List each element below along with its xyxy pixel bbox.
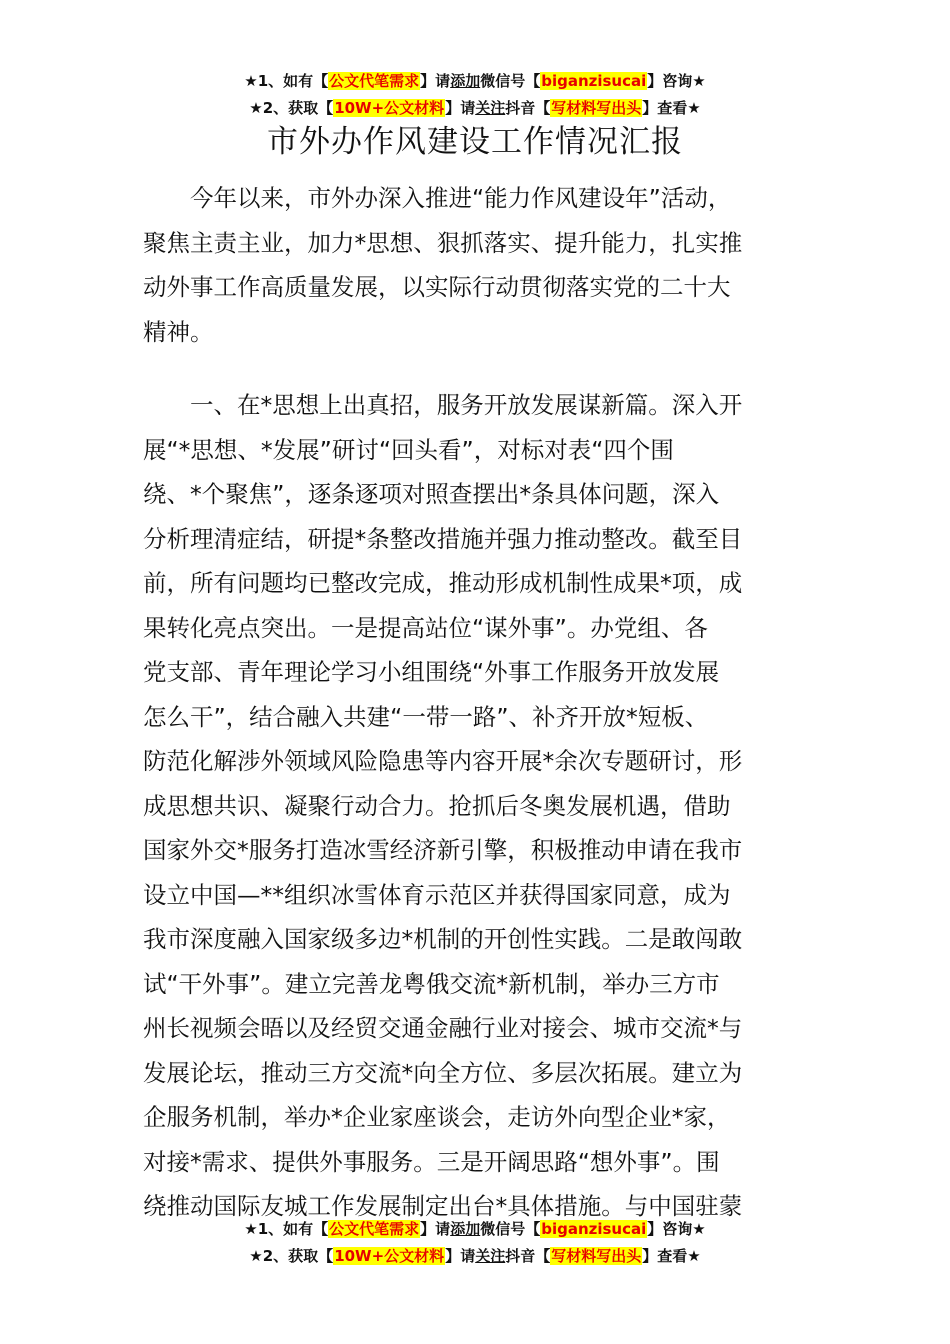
banner-text: ★2、获取【 bbox=[249, 1247, 334, 1265]
text-line: 企服务机制，举办*企业家座谈会，走访外向型企业*家， bbox=[143, 1103, 731, 1131]
text-line: 一、在*思想上出真招，服务开放发展谋新篇。深入开 bbox=[190, 391, 743, 419]
banner-text: 】请 bbox=[445, 1247, 476, 1265]
banner-douyin-id: 写材料写出头 bbox=[551, 99, 642, 117]
text-line: 对接*需求、提供外事服务。三是开阔思路“想外事”。围 bbox=[143, 1147, 720, 1176]
banner-text: 】请 bbox=[420, 1220, 451, 1238]
document-title: 市外办作风建设工作情况汇报 bbox=[267, 124, 683, 160]
banner-text: ★1、如有【 bbox=[244, 72, 329, 90]
header-banner bbox=[0, 68, 950, 122]
text-line: 我市深度融入国家级多边*机制的开创性实践。二是敢闯敢 bbox=[143, 925, 743, 953]
banner-text: 抖音【 bbox=[505, 99, 551, 117]
text-line: 动外事工作高质量发展，以实际行动贯彻落实党的二十大 bbox=[143, 273, 731, 301]
text-line: 精神。 bbox=[143, 317, 214, 346]
banner-highlight: 10W+公文材料 bbox=[334, 1247, 445, 1265]
banner-line-1 bbox=[0, 1216, 950, 1243]
banner-underline: 添加 bbox=[450, 72, 481, 90]
banner-text: 】请 bbox=[445, 99, 476, 117]
text-line: 试“干外事”。建立完善龙粤俄交流*新机制，举办三方市 bbox=[143, 969, 720, 998]
text-line: 怎么干”，结合融入共建“一带一路”、补齐开放*短板、 bbox=[143, 702, 709, 731]
footer-banner bbox=[0, 1216, 950, 1270]
banner-line-1 bbox=[0, 68, 950, 95]
banner-text: ★1、如有【 bbox=[244, 1220, 329, 1238]
banner-underline: 关注 bbox=[475, 1247, 506, 1265]
banner-line-2 bbox=[0, 1243, 950, 1270]
paragraph-1 bbox=[143, 176, 833, 354]
banner-text: 】查看★ bbox=[642, 1247, 701, 1265]
banner-text: 微信号【 bbox=[480, 1220, 541, 1238]
text-line: 成思想共识、凝聚行动合力。抢抓后冬奥发展机遇，借助 bbox=[143, 791, 731, 820]
banner-text: 】请 bbox=[420, 72, 451, 90]
banner-wechat-id: biganzisucai bbox=[541, 1220, 647, 1238]
banner-text: 抖音【 bbox=[505, 1247, 551, 1265]
banner-underline: 添加 bbox=[450, 1220, 481, 1238]
text-line: 设立中国—**组织冰雪体育示范区并获得国家同意，成为 bbox=[143, 880, 731, 909]
text-line: 发展论坛，推动三方交流*向全方位、多层次拓展。建立为 bbox=[143, 1058, 743, 1087]
text-line: 绕推动国际友城工作发展制定出台*具体措施。与中国驻蒙 bbox=[143, 1192, 743, 1220]
banner-text: 】咨询★ bbox=[647, 1220, 706, 1238]
banner-highlight: 10W+公文材料 bbox=[334, 99, 445, 117]
text-line: 州长视频会晤以及经贸交通金融行业对接会、城市交流*与 bbox=[143, 1014, 743, 1042]
text-line: 党支部、青年理论学习小组围绕“外事工作服务开放发展 bbox=[143, 658, 720, 686]
banner-highlight: 公文代笔需求 bbox=[329, 72, 420, 90]
banner-text: 】查看★ bbox=[642, 99, 701, 117]
banner-wechat-id: biganzisucai bbox=[541, 72, 647, 90]
text-line: 今年以来，市外办深入推进“能力作风建设年”活动， bbox=[190, 184, 732, 212]
text-line: 分析理清症结，研提*条整改措施并强力推动整改。截至目 bbox=[143, 524, 743, 553]
banner-line-2 bbox=[0, 95, 950, 122]
banner-highlight: 公文代笔需求 bbox=[329, 1220, 420, 1238]
banner-text: ★2、获取【 bbox=[249, 99, 334, 117]
text-line: 国家外交*服务打造冰雪经济新引擎，积极推动申请在我市 bbox=[143, 836, 743, 864]
paragraph-2 bbox=[143, 383, 833, 1229]
text-line: 果转化亮点突出。一是提高站位“谋外事”。办党组、各 bbox=[143, 613, 708, 642]
text-line: 防范化解涉外领域风险隐患等内容开展*余次专题研讨，形 bbox=[143, 747, 743, 775]
banner-underline: 关注 bbox=[475, 99, 506, 117]
banner-text: 微信号【 bbox=[480, 72, 541, 90]
text-line: 前，所有问题均已整改完成，推动形成机制性成果*项，成 bbox=[143, 569, 743, 597]
text-line: 绕、*个聚焦”，逐条逐项对照查摆出*条具体问题，深入 bbox=[143, 480, 720, 508]
text-line: 聚焦主责主业，加力*思想、狠抓落实、提升能力，扎实推 bbox=[143, 228, 743, 257]
banner-douyin-id: 写材料写出头 bbox=[551, 1247, 642, 1265]
banner-text: 】咨询★ bbox=[647, 72, 706, 90]
text-line: 展“*思想、*发展”研讨“回头看”，对标对表“四个围 bbox=[143, 435, 674, 464]
document-body bbox=[143, 176, 833, 1229]
